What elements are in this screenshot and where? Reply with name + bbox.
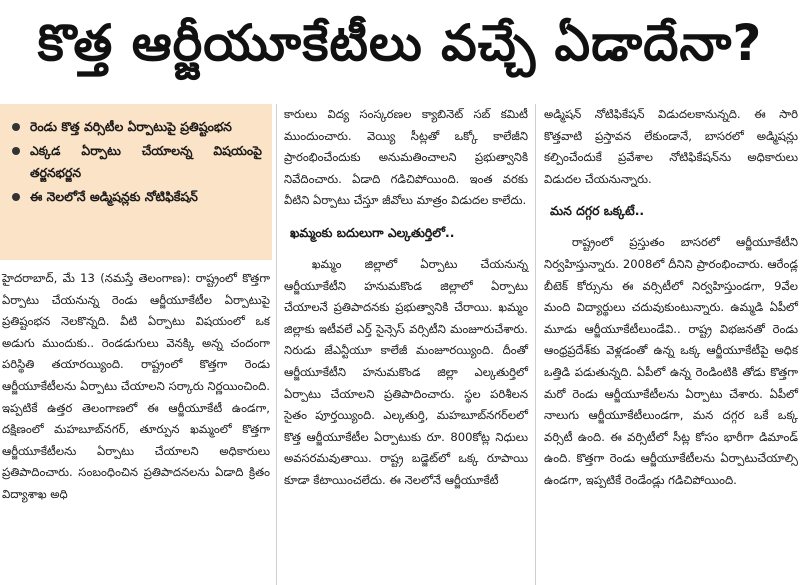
column-1 [0, 104, 272, 585]
bullet-icon [12, 147, 20, 155]
column-2 [282, 104, 530, 585]
bullet-icon [12, 193, 20, 201]
bullet-icon [12, 123, 20, 131]
article-paragraph: రాష్ట్రంలో ప్రస్తుతం బాసరలో ఆర్జీయూకేటీని నిర్వహిస్తున్నారు. 2008లో దీనిని ప్రారంభించారు. ఆరేండ్ల బీటెక్ కోర్సును ఈ వర్సిటీలో నిర్వహిస్తుండగా, 9వేల మంది విద్యార్థులు చదువుకుంటున్నారు. ఉమ్మడి ఏపీలో మూడు ఆర్జీయూకేటీలుండేవి.. రాష్ట్ర విభజనతో రెండు ఆంధ్రప్రదేశ్‌కు వెళ్లడంతో ఉన్న ఒక్క ఆర్జీయూకేటీపై అధిక ఒత్తిడి పడుతున్నది. ఏపీలో ఉన్న రెండింటికి తోడు కొత్తగా మరో రెండు ఆర్జీయూకేటీలను ఏర్పాటు చేశారు. ఏపీలో నాలుగు ఆర్జీయూకేటీలుండగా, మన దగ్గర ఒకే ఒక్క వర్సిటీ ఉంది. ఈ వర్సిటీలో సీట్ల కోసం భారీగా డిమాండ్ ఉంది. కొత్తగా రెండు ఆర్జీయూకేటీలను ఏర్పాటుచేయాల్సి ఉండగా, ఇప్పటికే రెండేండ్లు గడిచిపోయింది. [544, 235, 798, 487]
article-paragraph: కారులు విద్య సంస్కరణల క్యాబినెట్ సబ్ కమిటీ ముందుంచారు. వెయ్యి సీట్లతో ఒక్కో కాలేజీని ప్రారంభించేందుకు అనుమతించాలని ప్రభుత్వానికి నివేదించారు. ఏడాది గడిచిపోయింది. ఇంత వరకు వీటిని ఏర్పాటు చేస్తూ జీవోలు మాత్రం విడుదల కాలేదు. [284, 107, 528, 208]
article-paragraph: అడ్మిషన్ నోటిఫికేషన్ విడుదలకానున్నది. ఈ సారి కొత్తవాటి ప్రస్తావన లేకుండానే, బాసరలో అడ్మిషన్లు కల్పించేందుకే ప్రవేశాల నోటిఫికేషన్‌ను అధికారులు విడుదల చేయనున్నారు. [544, 107, 798, 186]
column-3 [542, 104, 800, 585]
column-divider [535, 104, 536, 585]
column-divider [276, 104, 277, 585]
highlight-text: రెండు కొత్త వర్సిటీల ఏర్పాటుపై ప్రతిష్టంభన [30, 119, 232, 134]
headline: కొత్త ఆర్జీయూకేటీలు వచ్చే ఏడాదేనా? [37, 13, 763, 72]
highlights-box [0, 104, 272, 260]
highlight-text: ఈ నెలలోనే అడ్మిషన్లకు నోటిఫికేషన్ [30, 189, 198, 204]
subheading: ఖమ్మంకు బదులుగా ఎల్కతుర్తిలో.. [290, 224, 455, 240]
highlight-text: ఎక్కడ ఏర్పాటు చేయాలన్న విషయంపై తర్జనభర్జన [30, 143, 262, 180]
subheading: మన దగ్గర ఒక్కటే.. [550, 203, 645, 219]
article-paragraph: ఖమ్మం జిల్లాలో ఏర్పాటు చేయనున్న ఆర్జీయూకేటీని హనుమకొండ జిల్లాలో ఏర్పాటు చేయాలనే ప్రతిపాదనకు ప్రభుత్వానికి చేరాయి. ఖమ్మం జిల్లాకు ఇటీవలే ఎర్త్ సైన్సెస్ వర్సిటీని మంజూరుచేశారు. నిరుడు జేఎన్టీయూ కాలేజీ మంజూరయ్యింది. దీంతో ఆర్జీయూకేటీని హనుమకొండ జిల్లా ఎల్కతుర్తిలో ఏర్పాటు చేయాలని ప్రతిపాదించారు. స్థల పరిశీలన సైతం పూర్తయ్యింది. ఎల్కతుర్తి, మహబూబ్‌నగర్‌లలో కొత్త ఆర్జీయూకేటీల ఏర్పాటుకు రూ. 800కోట్ల నిధులు అవసరమవుతాయి. రాష్ట్ర బడ్జెట్‌లో ఒక్క రూపాయి కూడా కేటాయించలేదు. ఈ నెలలోనే ఆర్జీయూకేటీ [284, 256, 528, 487]
article-paragraph: హైదరాబాద్, మే 13 (నమస్తే తెలంగాణ): రాష్ట్రంలో కొత్తగా ఏర్పాటు చేయనున్న రెండు ఆర్జీయూకేటీల ఏర్పాటుపై ప్రతిష్టంభన నెలకొన్నది. వీటి ఏర్పాటు విషయంలో ఒక అడుగు ముందుకు.. రెండడుగులు వెనక్కి అన్న చందంగా పరిస్థితి తయారయ్యింది. రాష్ట్రంలో కొత్తగా రెండు ఆర్జీయూకేటీలను ఏర్పాటు చేయాలని సర్కారు నిర్ణయించింది. ఇప్పటికే ఉత్తర తెలంగాణలో ఈ ఆర్జీయూకేటీ ఉండగా, దక్షిణంలో మహబూబ్‌నగర్, తూర్పున ఖమ్మంలో కొత్తగా ఆర్జీయూకేటీలను ఏర్పాటు చేయాలని అధికారులు ప్రతిపాదించారు. సంబంధించిన ప్రతిపాదనలను ఏడాది క్రితం విద్యాశాఖ అధి [2, 271, 270, 501]
highlight-item [10, 116, 262, 138]
highlight-item [10, 140, 262, 184]
highlight-item [10, 186, 262, 208]
